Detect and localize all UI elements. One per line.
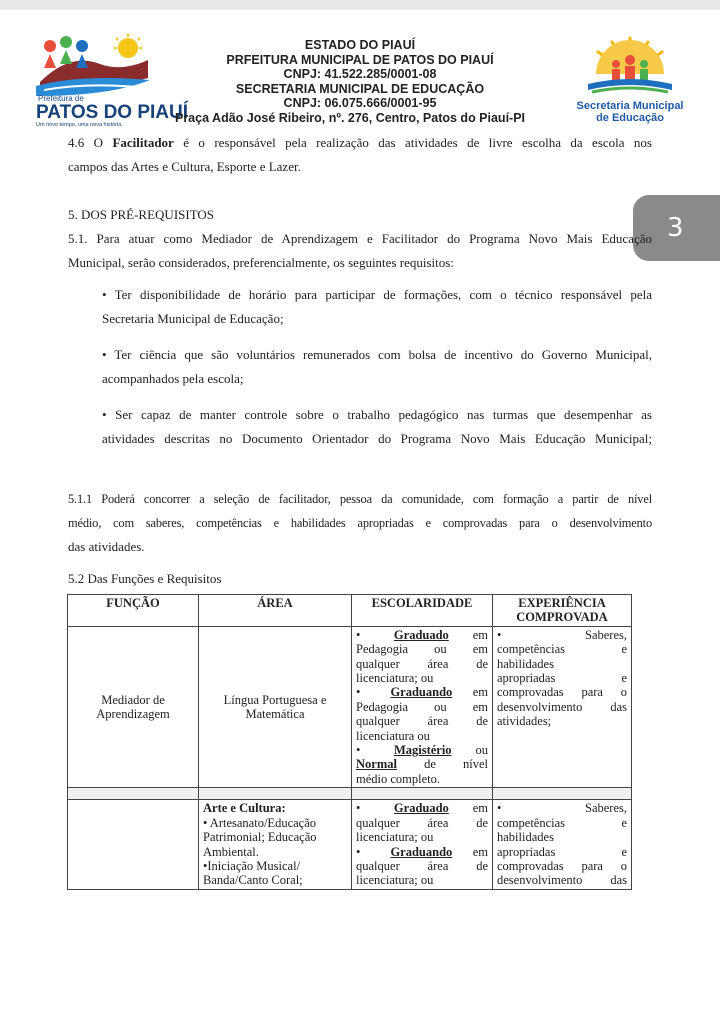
cell-escolaridade-mediador: • Graduado em Pedagogia ou em qualquer área de licenciatura; ou • Graduando em Pedagogia ou em qualquer área de licenciatura ou • Magistério ou Normal de nível médio completo. <box>352 626 493 787</box>
top-bar <box>0 0 720 10</box>
family-sun-logo-icon <box>568 34 692 100</box>
section-5-1-1-line-2: médio, com saberes, competências e habilidades apropriadas e comprovadas para o desenvolvimento <box>68 516 652 530</box>
header-experiencia: EXPERIÊNCIA COMPROVADA <box>493 595 632 627</box>
table-row <box>68 800 632 889</box>
requirement-2-line-1: • Ter ciência que são voluntários remunerados com bolsa de incentivo do Governo Municipal, <box>102 347 652 362</box>
paragraph-4-6-line-1: 4.6 O Facilitador é o responsável pela realização das atividades de livre escolha da escola nos <box>68 135 652 150</box>
section-5-1-line-2: Municipal, serão considerados, preferencialmente, os seguintes requisitos: <box>68 255 454 270</box>
section-5-1-1-line-3: das atividades. <box>68 539 145 554</box>
document-body <box>68 131 652 591</box>
requirement-3-line-2: atividades descritas no Documento Orientador do Programa Novo Mais Educação Municipal; <box>102 431 652 446</box>
requirement-3-line-1: • Ser capaz de manter controle sobre o trabalho pedagógico nas turmas que desempenhar as <box>102 407 652 422</box>
logo-prefeitura-text: Prefeitura de <box>38 94 84 103</box>
table-row <box>68 626 632 787</box>
header-area: ÁREA <box>199 595 352 627</box>
section-5-title: 5. DOS PRÉ-REQUISITOS <box>68 207 215 222</box>
cell-funcao-mediador: Mediador de Aprendizagem <box>68 626 199 787</box>
section-5-1-line-1: 5.1. Para atuar como Mediador de Aprendizagem e Facilitador do Programa Novo Mais Educação <box>68 231 652 246</box>
cell-experiencia-mediador: • Saberes, competências e habilidades apropriadas e comprovadas para o desenvolvimento das atividades; <box>493 626 632 787</box>
secretaria-logo-line2: de Educação <box>596 112 664 124</box>
letterhead <box>0 34 720 134</box>
functions-requirements-table <box>67 594 632 890</box>
cell-escolaridade-facilitador: • Graduado em qualquer área de licenciatura; ou • Graduando em qualquer área de licenciatura; ou <box>352 800 493 889</box>
letterhead-text <box>175 38 545 126</box>
section-5-2-title: 5.2 Das Funções e Requisitos <box>68 571 222 586</box>
logo-slogan: Um novo tempo, uma nova história. <box>36 122 123 128</box>
page-number-badge: 3 <box>633 195 720 261</box>
cell-area-lp-mat: Língua Portuguesa e Matemática <box>199 626 352 787</box>
header-escolaridade: ESCOLARIDADE <box>352 595 493 627</box>
secretaria-logo-line1: Secretaria Municipal <box>576 100 684 112</box>
landscape-logo-icon <box>30 34 170 98</box>
cell-funcao-facilitador <box>68 800 199 889</box>
cell-area-arte-cultura: Arte e Cultura: • Artesanato/Educação Patrimonial; Educação Ambiental. •Iniciação Musical/ Banda/Canto Coral; <box>199 800 352 889</box>
requirement-1-line-2: Secretaria Municipal de Educação; <box>102 311 284 326</box>
section-5-1-1-line-1: 5.1.1 Poderá concorrer a seleção de facilitador, pessoa da comunidade, com formação a partir de nível <box>68 492 652 506</box>
header-address: Praça Adão José Ribeiro, nº. 276, Centro, Patos do Piauí-PI <box>174 110 526 125</box>
table-spacer-row <box>68 788 632 800</box>
prefeitura-logo <box>30 34 189 128</box>
header-line-3: CNPJ: 41.522.285/0001-08 <box>283 67 437 82</box>
secretaria-logo <box>568 34 698 134</box>
facilitador-term: Facilitador <box>112 135 174 150</box>
paragraph-4-6-line-2: campos das Artes e Cultura, Esporte e Lazer. <box>68 159 301 174</box>
header-line-5: CNPJ: 06.075.666/0001-95 <box>283 96 437 111</box>
secretaria-logo-text <box>568 100 692 124</box>
requirement-2-line-2: acompanhados pela escola; <box>102 371 244 386</box>
header-funcao: FUNÇÃO <box>68 595 199 627</box>
header-line-4: SECRETARIA MUNICIPAL DE EDUCAÇÃO <box>235 81 485 96</box>
cell-experiencia-facilitador: • Saberes, competências e habilidades apropriadas e comprovadas para o desenvolvimento das <box>493 800 632 889</box>
header-line-1: ESTADO DO PIAUÍ <box>304 38 416 52</box>
logo-patos-text: PATOS DO PIAUÍ <box>36 102 189 123</box>
requirement-1-line-1: • Ter disponibilidade de horário para participar de formações, com o técnico responsável pela <box>102 287 652 302</box>
table-header-row <box>68 595 632 627</box>
header-line-2: PRFEITURA MUNICIPAL DE PATOS DO PIAUÍ <box>226 52 494 67</box>
